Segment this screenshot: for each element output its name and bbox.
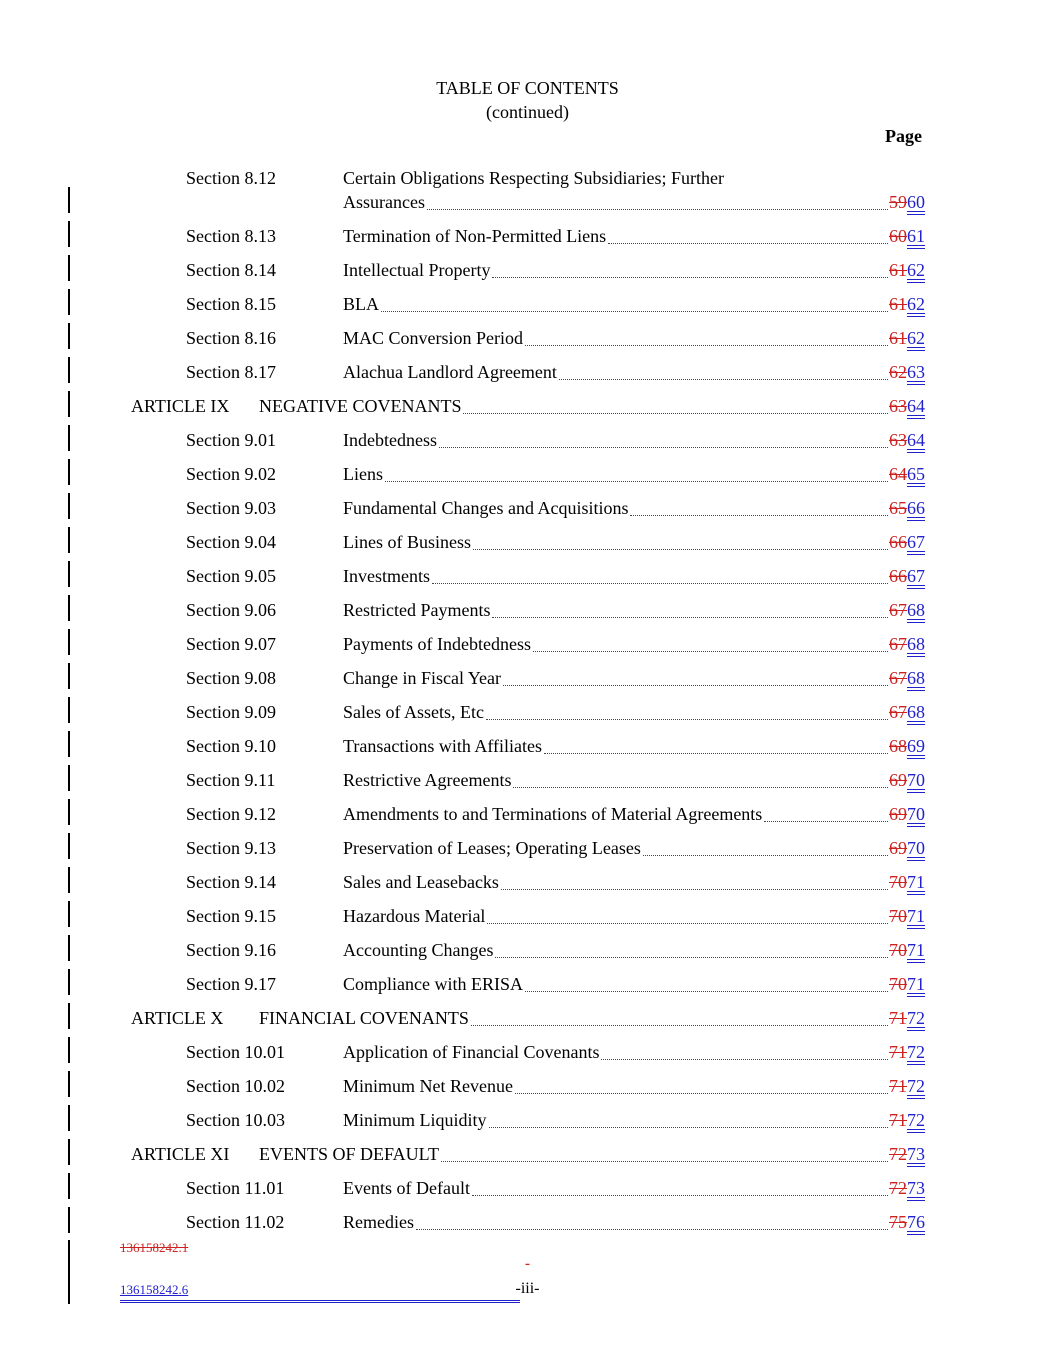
page-numbers bbox=[889, 496, 925, 520]
page-column-label: Page bbox=[885, 126, 922, 146]
page-numbers bbox=[889, 564, 925, 588]
toc-entry-label: Section 11.02 bbox=[186, 1212, 285, 1232]
footer-page-number: -iii- bbox=[515, 1280, 540, 1297]
change-bar bbox=[68, 221, 70, 247]
page-numbers bbox=[889, 1176, 925, 1200]
toc-entry-line bbox=[131, 734, 925, 758]
toc-entry-line bbox=[131, 190, 925, 214]
deleted-page-number: 62 bbox=[889, 362, 907, 382]
dot-leader bbox=[486, 719, 888, 720]
toc-entry-title: Certain Obligations Respecting Subsidiaries; Further bbox=[343, 168, 724, 188]
toc-entry-title: Sales of Assets, Etc bbox=[343, 702, 484, 722]
dot-leader bbox=[608, 243, 888, 244]
page-numbers bbox=[889, 734, 925, 758]
dot-leader bbox=[525, 991, 888, 992]
toc-entry-label: Section 11.01 bbox=[186, 1178, 285, 1198]
change-bar bbox=[68, 969, 70, 995]
inserted-page-number: 63 bbox=[907, 362, 925, 382]
inserted-page-number: 68 bbox=[907, 702, 925, 722]
deleted-page-number: 70 bbox=[889, 906, 907, 926]
page-numbers bbox=[889, 972, 925, 996]
inserted-page-number: 70 bbox=[907, 838, 925, 858]
dot-leader bbox=[432, 583, 888, 584]
toc-entry-label: ARTICLE XI bbox=[131, 1144, 230, 1164]
toc-entry-line bbox=[131, 360, 925, 384]
change-bar bbox=[68, 391, 70, 417]
toc-entry-label: Section 9.09 bbox=[186, 702, 276, 722]
inserted-page-number: 73 bbox=[907, 1144, 925, 1164]
toc-entry-title: Minimum Net Revenue bbox=[343, 1076, 513, 1096]
inserted-page-number: 62 bbox=[907, 260, 925, 280]
toc-entry-title: EVENTS OF DEFAULT bbox=[259, 1144, 440, 1164]
dot-leader bbox=[385, 481, 888, 482]
dot-leader bbox=[489, 1127, 888, 1128]
change-bar bbox=[68, 833, 70, 859]
toc-entry-line bbox=[131, 666, 925, 690]
inserted-page-number: 61 bbox=[907, 226, 925, 246]
inserted-page-number: 67 bbox=[907, 532, 925, 552]
toc-entry-title: BLA bbox=[343, 294, 379, 314]
page-numbers bbox=[889, 598, 925, 622]
deleted-page-number: 61 bbox=[889, 260, 907, 280]
inserted-page-number: 72 bbox=[907, 1042, 925, 1062]
toc-entry-label: Section 10.03 bbox=[186, 1110, 285, 1130]
toc-entry-title: Restrictive Agreements bbox=[343, 770, 512, 790]
toc-entry-label: Section 9.07 bbox=[186, 634, 276, 654]
page-numbers bbox=[889, 530, 925, 554]
inserted-page-number: 72 bbox=[907, 1008, 925, 1028]
page-numbers bbox=[889, 1040, 925, 1064]
change-bar bbox=[68, 765, 70, 791]
toc-section-row bbox=[131, 1074, 925, 1098]
toc-section-row bbox=[131, 292, 925, 316]
toc-entry-label: Section 10.02 bbox=[186, 1076, 285, 1096]
toc-section-row bbox=[131, 666, 925, 690]
toc-section-row bbox=[131, 564, 925, 588]
dot-leader bbox=[472, 1195, 888, 1196]
change-bar bbox=[68, 901, 70, 927]
dot-leader bbox=[559, 379, 888, 380]
dot-leader bbox=[487, 923, 888, 924]
inserted-page-number: 68 bbox=[907, 634, 925, 654]
deleted-page-number: 70 bbox=[889, 872, 907, 892]
dot-leader bbox=[501, 889, 888, 890]
toc-section-row bbox=[131, 802, 925, 826]
toc-section-row bbox=[131, 428, 925, 452]
toc-entry-title: Minimum Liquidity bbox=[343, 1110, 487, 1130]
doc-id: 136158242.6 bbox=[120, 1282, 189, 1297]
deleted-page-number: 67 bbox=[889, 600, 907, 620]
toc-entry-line bbox=[131, 632, 925, 656]
inserted-page-number: 60 bbox=[907, 192, 925, 212]
change-bar bbox=[68, 731, 70, 757]
change-bar bbox=[68, 1037, 70, 1063]
toc-entry-label: Section 9.17 bbox=[186, 974, 276, 994]
toc-section-row bbox=[131, 258, 925, 282]
dot-leader bbox=[492, 277, 888, 278]
deleted-page-number: 66 bbox=[889, 566, 907, 586]
change-bar bbox=[68, 1139, 70, 1165]
toc-section-row bbox=[131, 972, 925, 996]
page-numbers bbox=[889, 190, 925, 214]
deleted-page-number: 71 bbox=[889, 1042, 907, 1062]
deleted-page-number: 67 bbox=[889, 634, 907, 654]
toc-entry-title: Restricted Payments bbox=[343, 600, 491, 620]
dot-leader bbox=[513, 787, 888, 788]
toc-entry-title: Change in Fiscal Year bbox=[343, 668, 501, 688]
toc-entry-line bbox=[131, 1040, 925, 1064]
inserted-page-number: 64 bbox=[907, 396, 925, 416]
dot-leader bbox=[463, 413, 888, 414]
toc-entry-title: Lines of Business bbox=[343, 532, 471, 552]
toc-entry-line bbox=[131, 938, 925, 962]
toc-header bbox=[0, 0, 1055, 148]
page-numbers bbox=[889, 462, 925, 486]
toc-entry-line bbox=[131, 1142, 925, 1166]
page-numbers bbox=[889, 360, 925, 384]
toc-entry-title: Application of Financial Covenants bbox=[343, 1042, 600, 1062]
page-numbers bbox=[889, 632, 925, 656]
change-bar bbox=[68, 561, 70, 587]
toc-section-row bbox=[131, 700, 925, 724]
toc-entry-label: Section 9.06 bbox=[186, 600, 276, 620]
toc-entry-line bbox=[131, 870, 925, 894]
dot-leader bbox=[503, 685, 888, 686]
toc-entry-title: Transactions with Affiliates bbox=[343, 736, 542, 756]
toc-entry-line bbox=[131, 564, 925, 588]
page-title: TABLE OF CONTENTS bbox=[436, 78, 619, 98]
toc-entry-title: Events of Default bbox=[343, 1178, 470, 1198]
dot-leader bbox=[473, 549, 888, 550]
change-bar bbox=[68, 187, 70, 213]
toc-entry-line bbox=[131, 700, 925, 724]
toc-entry-title: Compliance with ERISA bbox=[343, 974, 523, 994]
toc-section-row bbox=[131, 496, 925, 520]
change-bar bbox=[68, 1071, 70, 1097]
deleted-page-number: 61 bbox=[889, 328, 907, 348]
deleted-page-number: 70 bbox=[889, 974, 907, 994]
toc-article-row bbox=[131, 1142, 925, 1166]
toc-entry-label: Section 9.12 bbox=[186, 804, 276, 824]
change-bar bbox=[68, 663, 70, 689]
toc-entry-line bbox=[131, 836, 925, 860]
toc-entry-title: Indebtedness bbox=[343, 430, 437, 450]
change-bar bbox=[68, 1003, 70, 1029]
dot-leader bbox=[492, 617, 888, 618]
toc-entry-title: Intellectual Property bbox=[343, 260, 491, 280]
toc-section-row bbox=[131, 1108, 925, 1132]
dot-leader bbox=[441, 1161, 888, 1162]
change-bar bbox=[68, 459, 70, 485]
toc-entry-label: Section 9.14 bbox=[186, 872, 276, 892]
page-numbers bbox=[889, 802, 925, 826]
toc-entry-title: FINANCIAL COVENANTS bbox=[259, 1008, 469, 1028]
deleted-page-number: 70 bbox=[889, 940, 907, 960]
deleted-page-dash: - bbox=[525, 1256, 530, 1272]
inserted-page-number: 71 bbox=[907, 906, 925, 926]
toc-entry-label: Section 8.14 bbox=[186, 260, 276, 280]
page-numbers bbox=[889, 428, 925, 452]
toc-entry-line bbox=[131, 224, 925, 248]
deleted-page-number: 61 bbox=[889, 294, 907, 314]
inserted-page-number: 67 bbox=[907, 566, 925, 586]
deleted-page-number: 71 bbox=[889, 1076, 907, 1096]
toc-article-row bbox=[131, 1006, 925, 1030]
toc-entry-line bbox=[131, 1006, 925, 1030]
deleted-page-number: 72 bbox=[889, 1178, 907, 1198]
dot-leader bbox=[471, 1025, 888, 1026]
page-numbers bbox=[889, 938, 925, 962]
inserted-page-number: 66 bbox=[907, 498, 925, 518]
deleted-page-number: 69 bbox=[889, 804, 907, 824]
dot-leader bbox=[427, 209, 888, 210]
deleted-page-number: 60 bbox=[889, 226, 907, 246]
inserted-page-number: 68 bbox=[907, 668, 925, 688]
deleted-page-number: 67 bbox=[889, 702, 907, 722]
toc-entry-title: Investments bbox=[343, 566, 430, 586]
page-numbers bbox=[889, 1006, 925, 1030]
inserted-page-number: 62 bbox=[907, 294, 925, 314]
deleted-page-number: 63 bbox=[889, 430, 907, 450]
toc-entry-title: Sales and Leasebacks bbox=[343, 872, 499, 892]
toc-section-row bbox=[131, 1210, 925, 1234]
dot-leader bbox=[416, 1229, 888, 1230]
change-bar bbox=[68, 935, 70, 961]
toc-section-row bbox=[131, 1040, 925, 1064]
toc-entry-label: Section 9.01 bbox=[186, 430, 276, 450]
deleted-page-number: 63 bbox=[889, 396, 907, 416]
page-numbers bbox=[889, 258, 925, 282]
toc-entry-label: Section 8.13 bbox=[186, 226, 276, 246]
deleted-page-number: 68 bbox=[889, 736, 907, 756]
toc-entry-label: Section 9.05 bbox=[186, 566, 276, 586]
inserted-page-number: 64 bbox=[907, 430, 925, 450]
dot-leader bbox=[495, 957, 888, 958]
page-numbers bbox=[889, 326, 925, 350]
toc-entry-line bbox=[131, 1210, 925, 1234]
dot-leader bbox=[533, 651, 888, 652]
page-numbers bbox=[889, 870, 925, 894]
toc-entry-line bbox=[131, 1176, 925, 1200]
inserted-page-number: 76 bbox=[907, 1212, 925, 1232]
toc-section-row bbox=[131, 836, 925, 860]
page-numbers bbox=[889, 768, 925, 792]
inserted-page-number: 73 bbox=[907, 1178, 925, 1198]
toc-section-row bbox=[131, 1176, 925, 1200]
toc-entry-label: Section 9.02 bbox=[186, 464, 276, 484]
toc-entry-line bbox=[131, 462, 925, 486]
inserted-page-number: 71 bbox=[907, 974, 925, 994]
inserted-page-number: 65 bbox=[907, 464, 925, 484]
toc-entry-label: Section 9.11 bbox=[186, 770, 276, 790]
inserted-page-number: 71 bbox=[907, 940, 925, 960]
change-bar bbox=[68, 595, 70, 621]
deleted-page-number: 65 bbox=[889, 498, 907, 518]
change-bar bbox=[68, 357, 70, 383]
toc-entry-line bbox=[131, 1108, 925, 1132]
change-bar bbox=[68, 1173, 70, 1199]
inserted-page-number: 69 bbox=[907, 736, 925, 756]
toc-entry-title: Accounting Changes bbox=[343, 940, 494, 960]
change-bar bbox=[68, 255, 70, 281]
toc-entry-label: Section 8.16 bbox=[186, 328, 276, 348]
toc-entry-line bbox=[131, 768, 925, 792]
dot-leader bbox=[764, 821, 888, 822]
toc-entry-label: Section 8.15 bbox=[186, 294, 276, 314]
toc-section-row bbox=[131, 360, 925, 384]
change-bar bbox=[68, 323, 70, 349]
inserted-page-number: 71 bbox=[907, 872, 925, 892]
toc-entry-label: Section 8.12 bbox=[186, 168, 276, 188]
toc-section-row bbox=[131, 938, 925, 962]
toc-section-row bbox=[131, 530, 925, 554]
deleted-page-number: 69 bbox=[889, 838, 907, 858]
toc-entry-line bbox=[131, 258, 925, 282]
toc-section-row bbox=[131, 904, 925, 928]
toc-entry-line bbox=[131, 292, 925, 316]
inserted-page-number: 72 bbox=[907, 1076, 925, 1096]
change-bar bbox=[68, 1207, 70, 1233]
toc-entry-title: Hazardous Material bbox=[343, 906, 486, 926]
toc-entry-line bbox=[131, 428, 925, 452]
toc-section-row bbox=[131, 166, 925, 214]
toc-entry-label: Section 10.01 bbox=[186, 1042, 285, 1062]
dot-leader bbox=[525, 345, 888, 346]
toc-section-row bbox=[131, 224, 925, 248]
toc-entry-label: Section 9.10 bbox=[186, 736, 276, 756]
change-bar bbox=[68, 425, 70, 451]
deleted-page-number: 67 bbox=[889, 668, 907, 688]
inserted-page-number: 70 bbox=[907, 804, 925, 824]
page-numbers bbox=[889, 1074, 925, 1098]
toc-entry-line bbox=[131, 802, 925, 826]
toc-section-row bbox=[131, 462, 925, 486]
change-bar bbox=[68, 527, 70, 553]
toc-entry-label: Section 9.15 bbox=[186, 906, 276, 926]
toc-entry-title: Termination of Non-Permitted Liens bbox=[343, 226, 607, 246]
toc-entry-line bbox=[131, 1074, 925, 1098]
page-numbers bbox=[889, 224, 925, 248]
toc-entry-label: ARTICLE X bbox=[131, 1008, 224, 1028]
toc-entry-label: ARTICLE IX bbox=[131, 396, 230, 416]
toc-entry-title: MAC Conversion Period bbox=[343, 328, 523, 348]
inserted-page-number: 62 bbox=[907, 328, 925, 348]
toc-entry-line bbox=[131, 530, 925, 554]
deleted-page-number: 64 bbox=[889, 464, 907, 484]
page-subtitle: (continued) bbox=[486, 102, 569, 122]
page-numbers bbox=[889, 700, 925, 724]
toc-entry-label: Section 9.13 bbox=[186, 838, 276, 858]
page-numbers bbox=[889, 836, 925, 860]
dot-leader bbox=[601, 1059, 888, 1060]
deleted-page-number: 71 bbox=[889, 1008, 907, 1028]
toc-entry-title: Remedies bbox=[343, 1212, 414, 1232]
toc-section-row bbox=[131, 734, 925, 758]
page-numbers bbox=[889, 292, 925, 316]
deleted-page-number: 69 bbox=[889, 770, 907, 790]
toc-entry-line bbox=[131, 326, 925, 350]
deleted-doc-id: 136158242.1 bbox=[120, 1240, 189, 1255]
toc-section-row bbox=[131, 632, 925, 656]
page-numbers bbox=[889, 1142, 925, 1166]
toc-entry-title: NEGATIVE COVENANTS bbox=[259, 396, 462, 416]
toc-section-row bbox=[131, 326, 925, 350]
deleted-page-number: 59 bbox=[889, 192, 907, 212]
toc-entry-title: Liens bbox=[343, 464, 383, 484]
change-bar bbox=[68, 629, 70, 655]
change-bar bbox=[68, 697, 70, 723]
toc-article-row bbox=[131, 394, 925, 418]
toc-entry-label: Section 9.03 bbox=[186, 498, 276, 518]
toc-entry-line bbox=[131, 166, 925, 190]
toc-entry-title: Amendments to and Terminations of Material Agreements bbox=[343, 804, 763, 824]
page-numbers bbox=[889, 904, 925, 928]
toc-list bbox=[131, 166, 925, 1234]
change-bar bbox=[68, 493, 70, 519]
dot-leader bbox=[643, 855, 888, 856]
page-numbers bbox=[889, 394, 925, 418]
change-bar bbox=[68, 1105, 70, 1131]
toc-section-row bbox=[131, 768, 925, 792]
toc-entry-line bbox=[131, 904, 925, 928]
deleted-page-number: 66 bbox=[889, 532, 907, 552]
toc-entry-label: Section 8.17 bbox=[186, 362, 276, 382]
toc-entry-line bbox=[131, 598, 925, 622]
change-bar bbox=[68, 289, 70, 315]
toc-entry-title: Payments of Indebtedness bbox=[343, 634, 531, 654]
dot-leader bbox=[630, 515, 888, 516]
dot-leader bbox=[544, 753, 888, 754]
page-numbers bbox=[889, 666, 925, 690]
toc-entry-line bbox=[131, 972, 925, 996]
toc-entry-title: Assurances bbox=[343, 192, 425, 212]
toc-entry-title: Preservation of Leases; Operating Leases bbox=[343, 838, 641, 858]
toc-entry-title: Fundamental Changes and Acquisitions bbox=[343, 498, 629, 518]
dot-leader bbox=[381, 311, 888, 312]
inserted-page-number: 68 bbox=[907, 600, 925, 620]
toc-entry-title: Alachua Landlord Agreement bbox=[343, 362, 557, 382]
deleted-page-number: 72 bbox=[889, 1144, 907, 1164]
inserted-page-number: 70 bbox=[907, 770, 925, 790]
dot-leader bbox=[439, 447, 888, 448]
toc-section-row bbox=[131, 870, 925, 894]
deleted-page-number: 75 bbox=[889, 1212, 907, 1232]
change-bar bbox=[68, 799, 70, 825]
toc-entry-line bbox=[131, 394, 925, 418]
dot-leader bbox=[515, 1093, 888, 1094]
toc-entry-label: Section 9.04 bbox=[186, 532, 276, 552]
toc-section-row bbox=[131, 598, 925, 622]
toc-entry-label: Section 9.16 bbox=[186, 940, 276, 960]
change-bar bbox=[68, 867, 70, 893]
page-numbers bbox=[889, 1108, 925, 1132]
toc-entry-line bbox=[131, 496, 925, 520]
toc-entry-label: Section 9.08 bbox=[186, 668, 276, 688]
page-numbers bbox=[889, 1210, 925, 1234]
inserted-page-number: 72 bbox=[907, 1110, 925, 1130]
deleted-page-number: 71 bbox=[889, 1110, 907, 1130]
